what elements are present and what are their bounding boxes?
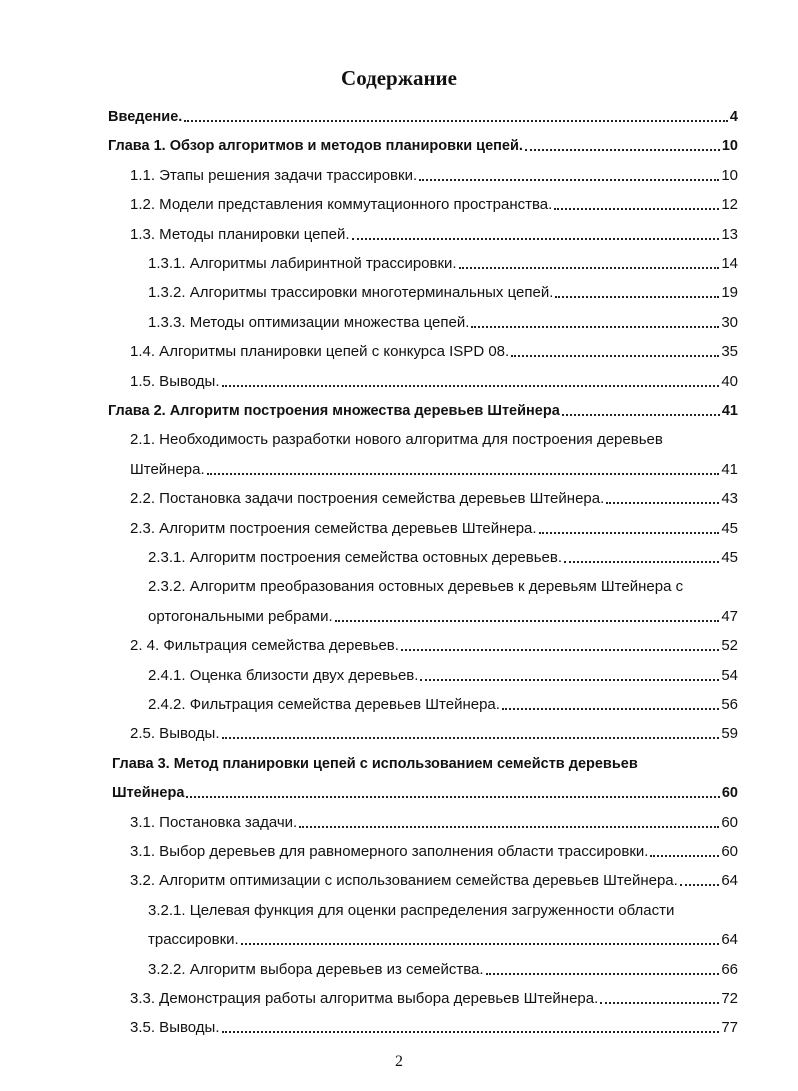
toc-entry-title: 3.1. Выбор деревьев для равномерного заполнения области трассировки. — [130, 843, 649, 860]
dot-leader — [419, 179, 719, 181]
toc-entry-title: 1.2. Модели представления коммутационного пространства. — [130, 196, 553, 214]
toc-entry-title: 3.2.2. Алгоритм выбора деревьев из семейства. — [148, 960, 484, 978]
toc-entry[interactable] — [108, 136, 738, 156]
toc-entry[interactable] — [108, 107, 738, 127]
toc-entry-page: 43 — [721, 490, 738, 508]
dot-leader — [555, 296, 719, 298]
toc-entry-title: Штейнера — [112, 785, 185, 802]
toc-entry-title: трассировки. — [148, 931, 239, 949]
page-number: 2 — [395, 1053, 403, 1070]
dot-leader — [207, 473, 720, 475]
dot-leader — [241, 943, 720, 945]
toc-entry-page: 45 — [721, 549, 738, 566]
dot-leader — [184, 120, 728, 122]
dot-leader — [539, 532, 720, 534]
toc-entry-page: 64 — [721, 931, 738, 949]
toc-entry[interactable] — [112, 783, 738, 803]
toc-entry[interactable] — [130, 342, 738, 362]
toc-entry-title: 3.3. Демонстрация работы алгоритма выбора деревьев Штейнера. — [130, 990, 599, 1007]
dot-leader — [222, 385, 720, 387]
dot-leader — [222, 737, 720, 739]
toc-entry-page: 35 — [721, 343, 738, 361]
toc-entry-first-line[interactable] — [112, 754, 738, 774]
toc-entry[interactable] — [130, 813, 738, 833]
toc-entry-title: 3.5. Выводы. — [130, 1019, 220, 1037]
toc-entry[interactable] — [130, 460, 738, 480]
toc-entry[interactable] — [130, 519, 738, 539]
toc-entry-title: 3.2.1. Целевая функция для оценки распределения загруженности области — [148, 901, 675, 919]
toc-entry-page: 56 — [721, 696, 738, 713]
toc-entry-page: 10 — [721, 138, 738, 155]
toc-entry-first-line[interactable] — [148, 901, 738, 921]
toc-entry-title: 2.3.1. Алгоритм построения семейства остовных деревьев. — [148, 549, 563, 566]
dot-leader — [606, 502, 719, 504]
dot-leader — [554, 208, 719, 210]
dot-leader — [650, 855, 719, 857]
toc-entry-title: 2. 4. Фильтрация семейства деревьев. — [130, 637, 399, 655]
toc-entry-page: 66 — [721, 960, 738, 978]
toc-entry[interactable] — [130, 166, 738, 186]
toc-entry-page: 60 — [721, 843, 738, 860]
toc-entry-page: 41 — [721, 403, 738, 419]
toc-entry[interactable] — [148, 666, 738, 686]
toc-entry-title: 1.3.1. Алгоритмы лабиринтной трассировки. — [148, 255, 457, 272]
toc-entry[interactable] — [148, 313, 738, 333]
toc-entry[interactable] — [148, 548, 738, 568]
dot-leader — [471, 326, 719, 328]
dot-leader — [352, 238, 720, 240]
toc-entry-title: 2.1. Необходимость разработки нового алгоритма для построения деревьев — [130, 431, 663, 449]
toc-entry-page: 19 — [721, 284, 738, 302]
dot-leader — [502, 708, 719, 710]
toc-entry-page: 13 — [721, 225, 738, 243]
toc-entry[interactable] — [130, 636, 738, 656]
toc-entry-title: 1.3.3. Методы оптимизации множества цепей. — [148, 313, 470, 331]
toc-entry[interactable] — [148, 960, 738, 980]
toc-entry-title: 1.4. Алгоритмы планировки цепей с конкурса ISPD 08. — [130, 343, 510, 361]
toc-entry[interactable] — [148, 254, 738, 274]
dot-leader — [564, 561, 719, 563]
toc-entry-title: 2.5. Выводы. — [130, 725, 220, 743]
toc-entry[interactable] — [130, 489, 738, 509]
toc-entry-page: 60 — [721, 813, 738, 831]
dot-leader — [459, 267, 720, 269]
dot-leader — [562, 414, 720, 416]
toc-entry-page: 52 — [721, 637, 738, 655]
dot-leader — [335, 620, 720, 622]
toc-entry-title: Глава 2. Алгоритм построения множества деревьев Штейнера — [108, 403, 560, 419]
toc-entry[interactable] — [130, 989, 738, 1009]
toc-entry[interactable] — [108, 401, 738, 421]
toc-entry-title: 1.3. Методы планировки цепей. — [130, 225, 350, 243]
dot-leader — [486, 973, 720, 975]
toc-entry[interactable] — [130, 1018, 738, 1038]
toc-entry-title: Глава 3. Метод планировки цепей с использованием семейств деревьев — [112, 755, 638, 772]
toc-entry-page: 4 — [729, 109, 738, 125]
toc-entry-title: Штейнера. — [130, 460, 205, 478]
toc-entry[interactable] — [148, 283, 738, 303]
toc-entry[interactable] — [130, 842, 738, 862]
toc-entry-page: 77 — [721, 1019, 738, 1037]
dot-leader — [525, 149, 720, 151]
toc-entry-title: 2.4.1. Оценка близости двух деревьев. — [148, 666, 419, 684]
dot-leader — [511, 355, 719, 357]
toc-entry-page: 30 — [721, 313, 738, 331]
toc-entry[interactable] — [130, 724, 738, 744]
toc-entry-title: 1.5. Выводы. — [130, 372, 220, 390]
toc-entry-page: 64 — [721, 872, 738, 890]
toc-entry-page: 72 — [721, 990, 738, 1007]
dot-leader — [186, 796, 719, 798]
dot-leader — [299, 826, 719, 828]
toc-entry[interactable] — [130, 195, 738, 215]
toc-entry[interactable] — [130, 871, 738, 891]
toc-entry-title: Введение. — [108, 109, 183, 125]
toc-entry-title: 2.3.2. Алгоритм преобразования остовных деревьев к деревьям Штейнера с — [148, 578, 684, 596]
toc-entry-title: ортогональными ребрами. — [148, 607, 333, 625]
dot-leader — [222, 1031, 720, 1033]
toc-entry-title: 2.4.2. Фильтрация семейства деревьев Штейнера. — [148, 696, 500, 713]
dot-leader — [680, 884, 719, 886]
toc-entry-page: 12 — [721, 196, 738, 214]
toc-entry-page: 59 — [721, 725, 738, 743]
toc-entry-page: 41 — [721, 460, 738, 478]
toc-entry-page: 45 — [721, 519, 738, 537]
toc-entry-first-line[interactable] — [148, 577, 738, 597]
toc-entry-page: 40 — [721, 372, 738, 390]
toc-entry-page: 10 — [721, 166, 738, 184]
toc-entry-title: 3.2. Алгоритм оптимизации с использованием семейства деревьев Штейнера. — [130, 872, 678, 890]
dot-leader — [600, 1002, 719, 1004]
toc-entry-title: 3.1. Постановка задачи. — [130, 813, 298, 831]
toc-entry-page: 47 — [721, 607, 738, 625]
toc-entry[interactable] — [148, 930, 738, 950]
toc-entry-title: 1.3.2. Алгоритмы трассировки многотерминальных цепей. — [148, 284, 554, 302]
toc-entry[interactable] — [148, 695, 738, 715]
toc-entry-title: 2.3. Алгоритм построения семейства деревьев Штейнера. — [130, 519, 537, 537]
toc-entry-first-line[interactable] — [130, 430, 738, 450]
toc-title: Содержание — [341, 66, 457, 90]
toc-entry[interactable] — [148, 607, 738, 627]
toc-entry[interactable] — [130, 372, 738, 392]
toc-entry-title: Глава 1. Обзор алгоритмов и методов планировки цепей. — [108, 138, 523, 155]
toc-entry-page: 60 — [721, 785, 738, 802]
dot-leader — [420, 679, 719, 681]
toc-entry-page: 14 — [721, 255, 738, 272]
toc-entry[interactable] — [130, 225, 738, 245]
dot-leader — [401, 649, 719, 651]
toc-entry-title: 1.1. Этапы решения задачи трассировки. — [130, 166, 418, 184]
toc-entry-page: 54 — [721, 666, 738, 684]
toc-entry-title: 2.2. Постановка задачи построения семейства деревьев Штейнера. — [130, 490, 605, 508]
